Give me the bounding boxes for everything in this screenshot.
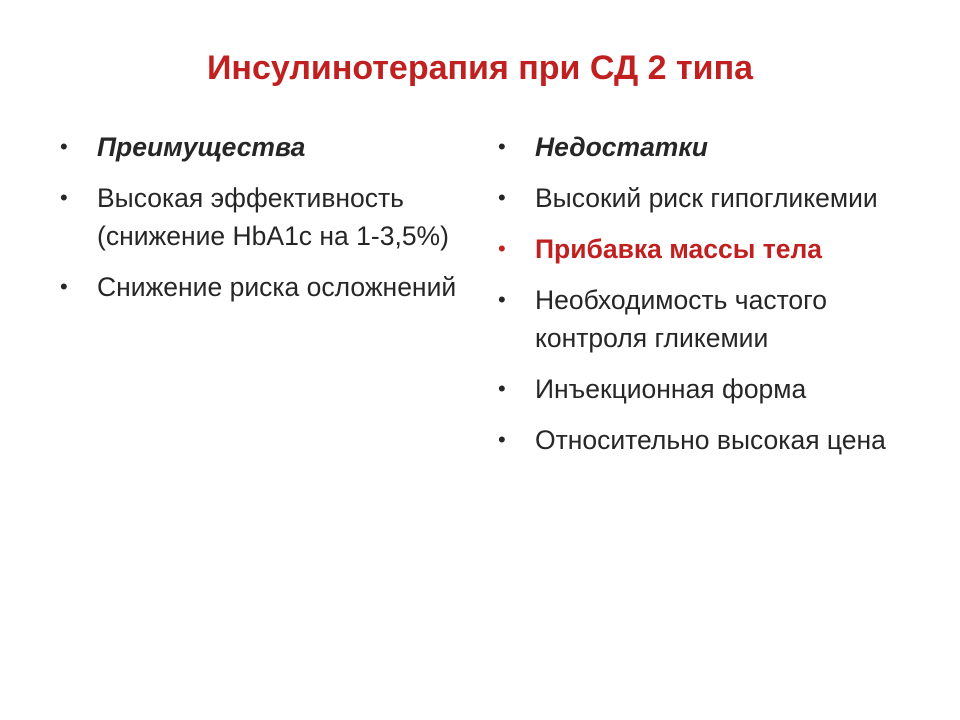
advantages-heading bbox=[60, 128, 460, 166]
bullet-icon: • bbox=[498, 376, 506, 401]
slide-title: Инсулинотерапия при СД 2 типа bbox=[206, 49, 754, 87]
advantage-item-text: Снижение риска осложнений bbox=[97, 272, 457, 302]
disadvantages-list bbox=[498, 128, 918, 472]
disadvantages-heading bbox=[498, 128, 918, 166]
bullet-icon: • bbox=[498, 134, 506, 159]
disadvantage-item bbox=[498, 370, 918, 408]
disadvantages-heading-label: Недостатки bbox=[535, 132, 708, 162]
advantage-item bbox=[60, 179, 460, 255]
disadvantage-item-text: Относительно высокая цена bbox=[535, 425, 886, 455]
disadvantage-item-text: Высокий риск гипогликемии bbox=[535, 183, 878, 213]
disadvantage-item-highlighted bbox=[498, 230, 918, 268]
disadvantage-item bbox=[498, 179, 918, 217]
bullet-icon: • bbox=[60, 134, 68, 159]
disadvantage-item-text: Прибавка массы тела bbox=[535, 234, 823, 264]
disadvantage-item-text: Инъекционная форма bbox=[535, 374, 807, 404]
disadvantage-item bbox=[498, 281, 918, 357]
advantage-item-text: Высокая эффективность (снижение HbA1c на 1-3,5%) bbox=[97, 183, 449, 251]
advantage-item bbox=[60, 268, 460, 306]
bullet-icon: • bbox=[498, 236, 506, 261]
disadvantage-item-text: Необходимость частого контроля гликемии bbox=[535, 285, 827, 353]
bullet-icon: • bbox=[498, 185, 506, 210]
disadvantage-item bbox=[498, 421, 918, 459]
bullet-icon: • bbox=[60, 185, 68, 210]
advantages-heading-label: Преимущества bbox=[97, 132, 306, 162]
advantages-list bbox=[60, 128, 460, 319]
bullet-icon: • bbox=[498, 427, 506, 452]
bullet-icon: • bbox=[498, 287, 506, 312]
bullet-icon: • bbox=[60, 274, 68, 299]
